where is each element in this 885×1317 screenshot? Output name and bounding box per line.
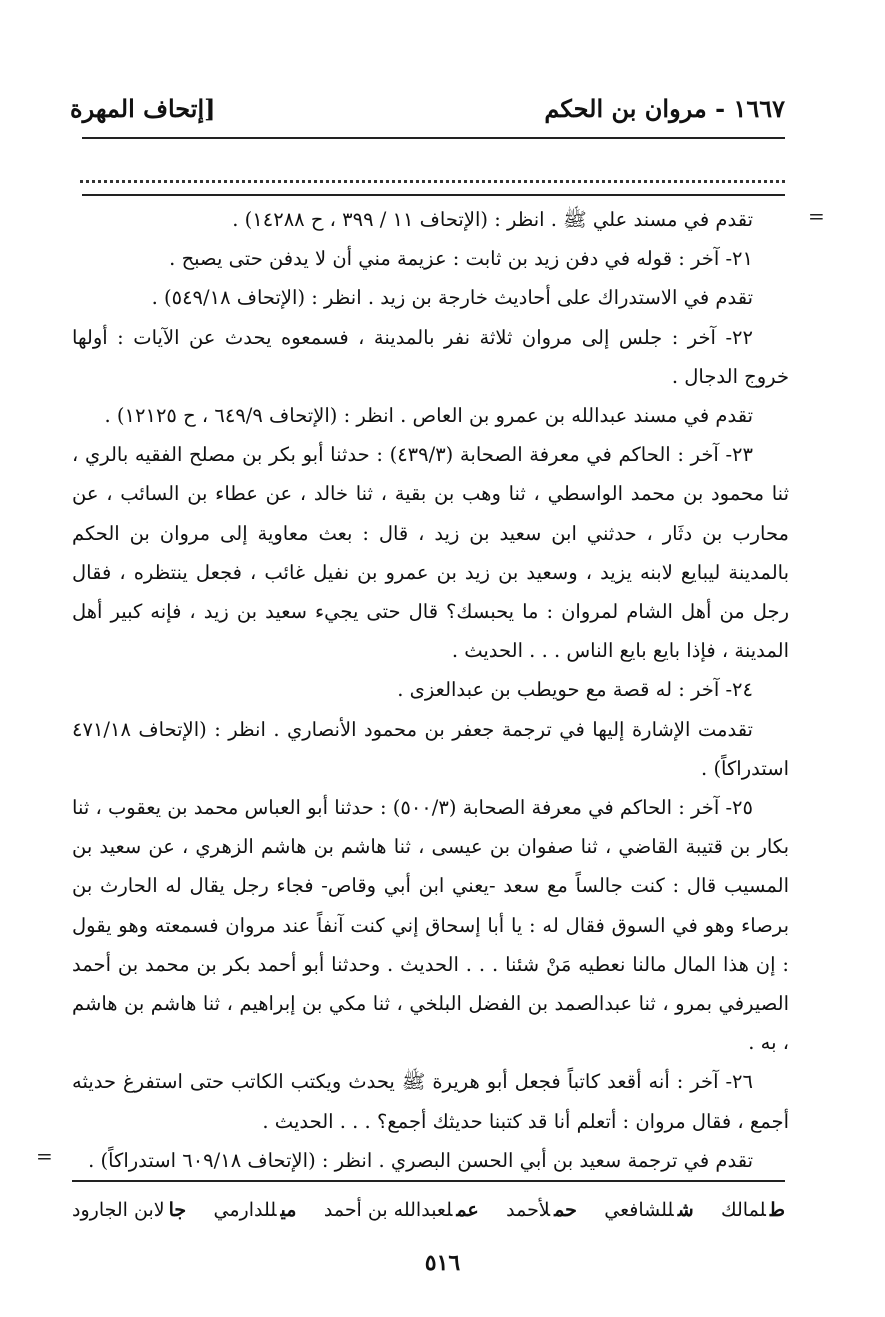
abbreviation-key	[72, 1192, 785, 1228]
page-number: ٥١٦	[424, 1250, 461, 1276]
abbreviation-code: ش	[677, 1199, 694, 1221]
abbreviation-item	[72, 1199, 186, 1221]
dotted-separator	[80, 160, 785, 183]
footer-rule	[72, 1180, 785, 1182]
paragraph: ٢٥- آخر : الحاكم في معرفة الصحابة (٥٠٠/٣) : حدثنا أبو العباس محمد بن يعقوب ، ثنا بكار بن قتيبة القاضي ، ثنا صفوان بن عيسى ، ثنا هاشم بن هاشم الزهري ، عن سعيد بن المسيب قال : كنت جالساً مع سعد -يعني ابن أبي وقاص- فجاء رجل يقال له الحارث بن برصاء وهو في السوق فقال له : يا أبا إسحاق إني كنت آنفاً عند مروان فسمعته وهو يقول : إن هذا المال مالنا نعطيه مَنْ شئنا . . . الحديث . وحدثنا أبو أحمد بكر بن محمد بن أحمد الصيرفي بمرو ، ثنا عبدالصمد بن الفضل البلخي ، ثنا مكي بن إبراهيم ، ثنا هاشم بن هاشم ، به .	[72, 796, 789, 1055]
paragraph: ٢٢- آخر : جلس إلى مروان ثلاثة نفر بالمدينة ، فسمعوه يحدث عن الآيات : أولها خروج الدجال .	[72, 325, 789, 388]
paragraph: ٢٤- آخر : له قصة مع حويطب بن عبدالعزى .	[397, 678, 753, 702]
paragraph: ٢٣- آخر : الحاكم في معرفة الصحابة (٤٣٩/٣) : حدثنا أبو بكر بن مصلح الفقيه بالري ، ثنا محمود بن محمد الواسطي ، ثنا وهب بن بقية ، ثنا خالد ، عن عطاء بن السائب ، عن محارب بن دثَار ، حدثني ابن سعيد بن زيد ، قال : بعث معاوية إلى مروان بن الحكم بالمدينة ليبايع لابنه يزيد ، وسعيد بن زيد بن عمرو بن نفيل غائب ، فجعل ينتظره ، فقال رجل من أهل الشام لمروان : ما يحبسك؟ قال حتى يجيء سعيد بن زيد ، فإنه كبير أهل المدينة ، فإذا بايع بايع الناس . . . الحديث .	[72, 443, 789, 663]
chapter-title: ١٦٦٧ - مروان بن الحكم	[544, 93, 785, 123]
abbreviation-code: ط	[769, 1199, 785, 1221]
abbreviation-name: لمالك	[721, 1199, 766, 1221]
abbreviation-item	[604, 1199, 693, 1221]
continuation-mark-top: =	[808, 204, 825, 228]
abbreviation-name: للدارمي	[213, 1199, 277, 1221]
abbreviation-item	[324, 1199, 479, 1221]
continuation-mark-bottom: =	[36, 1144, 53, 1168]
abbreviation-code: عم	[456, 1199, 479, 1221]
paragraph: تقدمت الإشارة إليها في ترجمة جعفر بن محمود الأنصاري . انظر : (الإتحاف ٤٧١/١٨ استدراكاً) .	[72, 717, 789, 780]
body-text	[72, 200, 789, 1180]
header-rule	[82, 137, 785, 139]
paragraph: تقدم في ترجمة سعيد بن أبي الحسن البصري . انظر : (الإتحاف ٦٠٩/١٨ استدراكاً) .	[88, 1148, 753, 1172]
abbreviation-name: لعبدالله بن أحمد	[323, 1199, 453, 1221]
paragraph: ٢٦- آخر : أنه أقعد كاتباً فجعل أبو هريرة ﷺ يحدث ويكتب الكاتب حتى استفرغ حديثه أجمع ، فقال مروان : أتعلم أنا قد كتبنا حديثك أجمع؟ . . . الحديث .	[72, 1070, 789, 1133]
paragraph: تقدم في مسند علي ﷺ . انظر : (الإتحاف ١١ / ٣٩٩ ، ح ١٤٢٨٨) .	[232, 208, 753, 231]
abbreviation-item	[506, 1199, 577, 1221]
abbreviation-item	[721, 1199, 785, 1221]
abbreviation-code: جا	[168, 1199, 187, 1221]
abbreviation-name: للشافعي	[604, 1199, 674, 1221]
paragraph: تقدم في مسند عبدالله بن عمرو بن العاص . انظر : (الإتحاف ٦٤٩/٩ ، ح ١٢١٢٥) .	[104, 404, 753, 428]
abbreviation-item	[214, 1199, 297, 1221]
book-title: [إتحاف المهرة	[70, 93, 216, 123]
abbreviation-code: حم	[554, 1199, 577, 1221]
paragraph: تقدم في الاستدراك على أحاديث خارجة بن زيد . انظر : (الإتحاف ٥٤٩/١٨) .	[151, 286, 753, 310]
paragraph: ٢١- آخر : قوله في دفن زيد بن ثابت : عزيمة مني أن لا يدفن حتى يصبح .	[169, 247, 753, 271]
abbreviation-name: لأحمد	[506, 1199, 551, 1221]
abbreviation-name: لابن الجارود	[72, 1199, 165, 1221]
abbreviation-code: مي	[280, 1199, 297, 1221]
separator-rule	[82, 194, 785, 196]
page-header	[70, 88, 785, 128]
